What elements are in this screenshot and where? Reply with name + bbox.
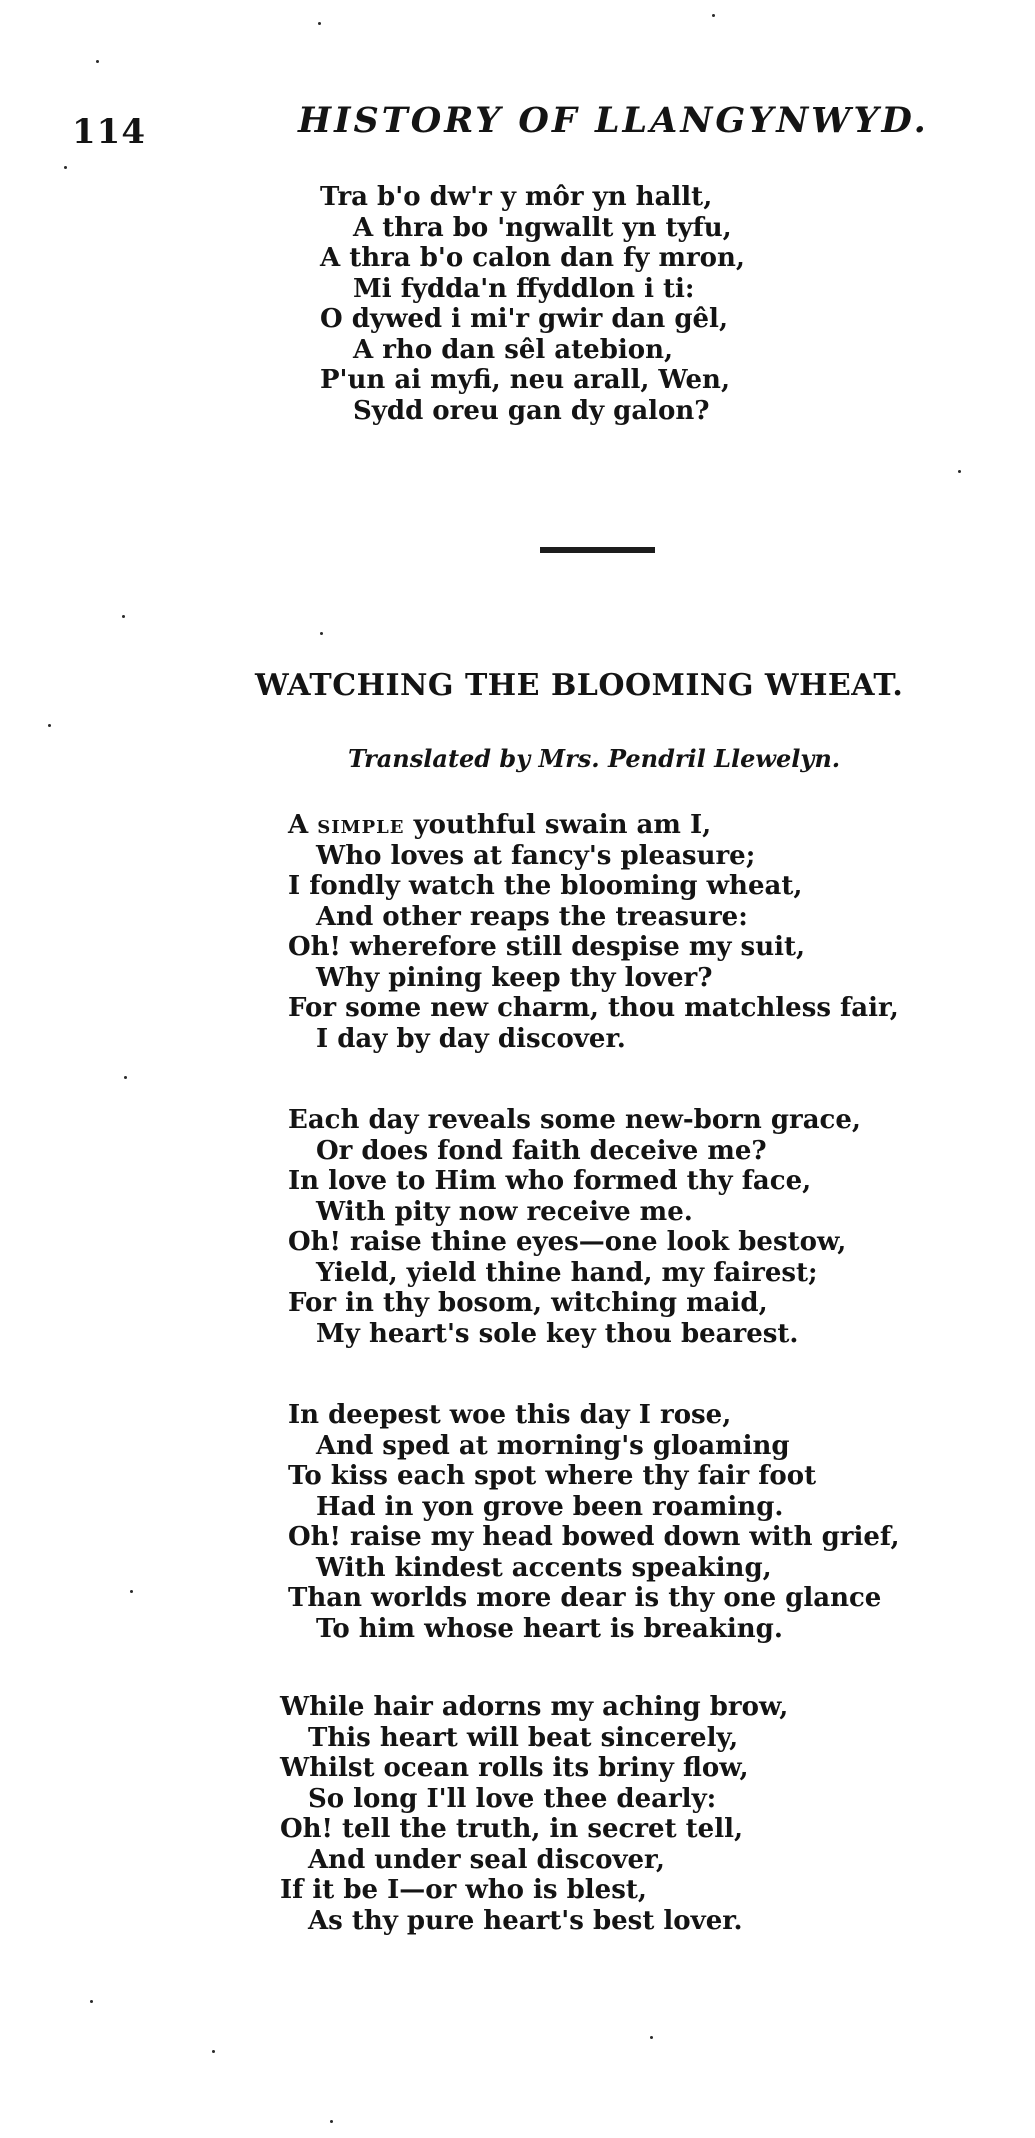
scan-speck	[48, 724, 51, 727]
first-word-lead: A	[288, 810, 309, 840]
scan-speck	[64, 166, 67, 169]
verse-line: A thra bo 'ngwallt yn tyfu,	[353, 212, 732, 243]
verse-line: In deepest woe this day I rose,	[288, 1400, 732, 1430]
verse-line: So long I'll love thee dearly:	[308, 1783, 717, 1814]
verse-line: I fondly watch the blooming wheat,	[288, 871, 803, 901]
verse-line: Whilst ocean rolls its briny flow,	[280, 1753, 749, 1783]
verse-line: Why pining keep thy lover?	[316, 962, 713, 993]
welsh-verse	[320, 182, 745, 426]
verse-line: Tra b'o dw'r y môr yn hallt,	[320, 182, 713, 212]
verse-line: As thy pure heart's best lover.	[308, 1905, 743, 1936]
scan-speck	[712, 14, 715, 17]
verse-line: In love to Him who formed thy face,	[288, 1166, 812, 1196]
verse-line: Or does fond faith deceive me?	[316, 1135, 767, 1166]
verse-line: For in thy bosom, witching maid,	[288, 1288, 768, 1318]
first-line-rest: youthful swain am I,	[413, 810, 712, 840]
verse-line: Oh! wherefore still despise my suit,	[288, 932, 806, 962]
verse-line: My heart's sole key thou bearest.	[316, 1318, 799, 1349]
verse-line: Sydd oreu gan dy galon?	[353, 395, 710, 426]
scan-speck	[96, 60, 99, 63]
verse-line: Than worlds more dear is thy one glance	[288, 1583, 882, 1613]
scan-speck	[130, 1590, 133, 1593]
stanza-4	[280, 1692, 788, 1936]
scan-speck	[212, 2050, 215, 2053]
poem-title: WATCHING THE BLOOMING WHEAT.	[255, 668, 904, 703]
verse-line: A rho dan sêl atebion,	[353, 334, 674, 365]
verse-line	[288, 810, 899, 841]
scan-speck	[320, 632, 323, 635]
section-divider	[540, 547, 655, 553]
verse-line: O dywed i mi'r gwir dan gêl,	[320, 304, 728, 334]
verse-line: To him whose heart is breaking.	[316, 1613, 783, 1644]
stanza-2	[288, 1105, 861, 1349]
verse-line: Oh! raise my head bowed down with grief,	[288, 1522, 900, 1552]
stanza-1	[288, 810, 899, 1054]
verse-line: Oh! raise thine eyes—one look bestow,	[288, 1227, 847, 1257]
verse-line: Had in yon grove been roaming.	[316, 1491, 784, 1522]
verse-line: And sped at morning's gloaming	[316, 1430, 790, 1461]
running-head: HISTORY OF LLANGYNWYD.	[298, 100, 929, 141]
verse-line: P'un ai myfi, neu arall, Wen,	[320, 365, 730, 395]
verse-line: And under seal discover,	[308, 1844, 665, 1875]
verse-line: Mi fydda'n ffyddlon i ti:	[353, 273, 695, 304]
verse-line: With kindest accents speaking,	[316, 1552, 772, 1583]
page-number: 114	[72, 112, 146, 152]
verse-line: Oh! tell the truth, in secret tell,	[280, 1814, 744, 1844]
verse-line: To kiss each spot where thy fair foot	[288, 1461, 817, 1491]
verse-line: If it be I—or who is blest,	[280, 1875, 647, 1905]
scan-speck	[650, 2036, 653, 2039]
first-word-smallcaps: simple	[317, 810, 405, 840]
scan-speck	[124, 1076, 127, 1079]
scan-speck	[122, 615, 125, 618]
verse-line: Who loves at fancy's pleasure;	[316, 840, 756, 871]
verse-line: With pity now receive me.	[316, 1196, 693, 1227]
scan-speck	[958, 470, 961, 473]
verse-line: For some new charm, thou matchless fair,	[288, 993, 899, 1023]
verse-line: Yield, yield thine hand, my fairest;	[316, 1257, 818, 1288]
verse-line: This heart will beat sincerely,	[308, 1722, 739, 1753]
verse-line: Each day reveals some new-born grace,	[288, 1105, 861, 1135]
scan-speck	[318, 22, 321, 25]
verse-line: And other reaps the treasure:	[316, 901, 748, 932]
verse-line: A thra b'o calon dan fy mron,	[320, 243, 745, 273]
scan-speck	[330, 2120, 333, 2123]
verse-line: I day by day discover.	[316, 1023, 626, 1054]
scan-speck	[90, 2000, 93, 2003]
stanza-3	[288, 1400, 900, 1644]
verse-line: While hair adorns my aching brow,	[280, 1692, 789, 1722]
translator-credit: Translated by Mrs. Pendril Llewelyn.	[348, 744, 841, 773]
